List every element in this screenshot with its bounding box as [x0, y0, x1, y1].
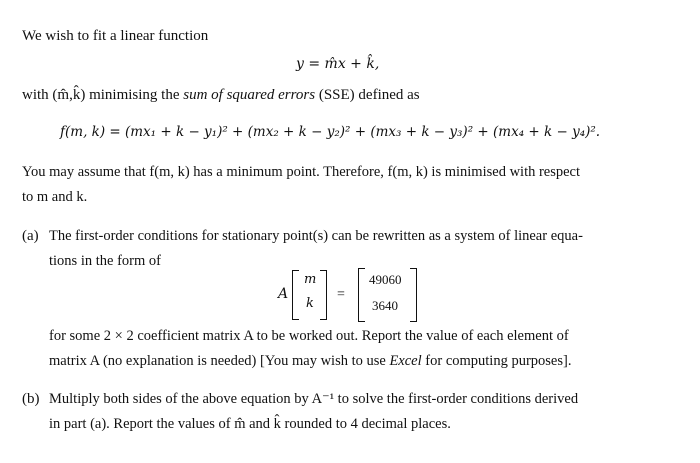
right-vector-value-1: 49060	[369, 272, 402, 287]
model-equation: y = m̂x + k̂,	[296, 56, 380, 72]
intro-line-2	[22, 87, 420, 104]
left-vector-close-bracket	[320, 270, 327, 320]
matrix-a-symbol: A	[278, 286, 289, 302]
intro-line-2-prefix: with (m̂,k̂) minimising the	[22, 87, 180, 103]
right-vector-close-bracket	[410, 268, 417, 322]
left-vector-open-bracket	[292, 270, 299, 320]
part-a-after-line-2-prefix: matrix A (no explanation is needed) [You may wish to use	[49, 353, 386, 369]
part-a-after-line-1: for some 2 × 2 coefficient matrix A to be worked out. Report the value of each element of	[49, 328, 569, 344]
part-a-line-2: tions in the form of	[49, 253, 161, 269]
part-a-line-1: The first-order conditions for stationary point(s) can be rewritten as a system of linear equa-	[49, 228, 583, 244]
right-vector-value-2: 3640	[372, 298, 398, 313]
equals-sign: =	[337, 287, 345, 302]
part-b-label: (b)	[22, 391, 40, 407]
intro-line-1: We wish to fit a linear function	[22, 28, 209, 44]
left-vector-k: k	[306, 296, 314, 311]
left-vector-m: m	[304, 272, 317, 287]
part-a-after-line-2	[49, 353, 571, 370]
sse-formula: f(m, k) = (mx₁ + k − y₁)² + (mx₂ + k − y₂)² + (mx₃ + k − y₃)² + (mx₄ + k − y₄)².	[60, 124, 601, 140]
part-b-line-2: in part (a). Report the values of m̂ and k̂ rounded to 4 decimal places.	[49, 416, 451, 432]
part-a-after-line-2-suffix: for computing purposes].	[425, 353, 572, 369]
excel-term: Excel	[389, 353, 422, 369]
part-a-label: (a)	[22, 228, 39, 244]
assumption-line-1: You may assume that f(m, k) has a minimum point. Therefore, f(m, k) is minimised with respect	[22, 164, 581, 180]
sse-term: sum of squared errors	[183, 87, 316, 103]
part-b-line-1: Multiply both sides of the above equation by A⁻¹ to solve the first-order conditions derived	[49, 391, 579, 407]
right-vector-open-bracket	[358, 268, 365, 322]
intro-line-2-suffix: (SSE) defined as	[318, 87, 420, 103]
assumption-line-2: to m and k.	[22, 189, 88, 205]
